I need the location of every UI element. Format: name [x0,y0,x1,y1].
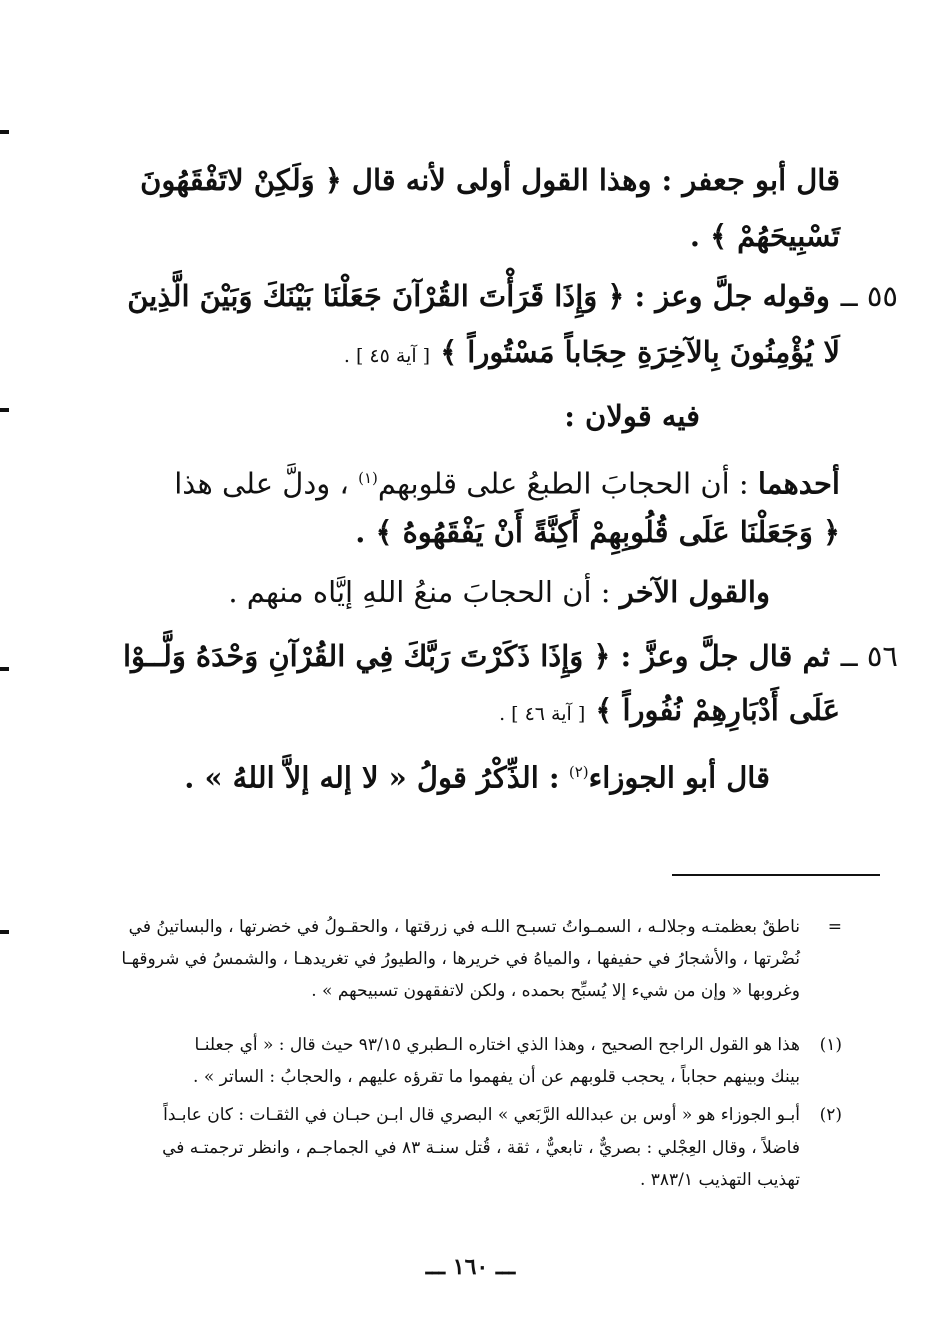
first-view-line [174,456,840,506]
footnote-separator [672,874,880,876]
verse-56-line [123,634,898,678]
section-heading: فيه قولان : [564,399,700,433]
verse-text: ثم قال جلَّ وعزَّ : ﴿ وَإِذَا ذَكَرْتَ رَبَّكَ فِي القُرْآنِ وَحْدَهُ وَلَّــوْا [122,639,830,673]
footnote-line: نُضْرتها ، والأشجارُ في حفيفها ، والمياهُ في خريرها ، والطيورُ في تغريدهـا ، والشمسُ في شروقهـا [121,949,800,969]
footnote-2-mark: (٢) [819,1105,842,1125]
footnote-line: فاضلاً ، وقال العِجْلي : بصريٌّ ، تابعيٌّ ، ثقة ، قُتل سنـة ٨٣ في الجماجـم ، وانظر ترجمتـه في [162,1138,800,1158]
second-view-text: : أن الحجابَ منعُ اللهِ إيَّاه منهم . [228,575,611,609]
verse-text: وقوله جلَّ وعز : ﴿ وَإِذَا قَرَأْتَ القُرْآنَ جَعَلْنَا بَيْنَكَ وَبَيْنَ الَّذِينَ [127,279,830,313]
abu-jawza-text: : الذِّكْرُ قولُ « لا إله إلاَّ اللهُ » . [184,760,560,795]
edge-mark [0,408,9,412]
footnote-1-mark: (١) [819,1035,842,1055]
verse-55-line [344,330,840,378]
verse-reference: [ آية ٤٦ ] . [499,703,586,725]
footnote-line: بينك وبينهم حجاباً ، يحجب قلوبهم عن أن يفهموا ما تقرؤه عليهم ، والحجابُ : الساتر » . [193,1067,800,1087]
footnote-ref: (١) [358,469,378,487]
first-view-label: أحدهما [757,466,840,501]
abu-jawza-label: قال أبو الجوزاء [588,760,770,795]
edge-mark [0,130,9,134]
verse-text: لَا يُؤْمِنُونَ بِالآخِرَةِ حِجَاباً مَسْتُوراً ﴾ [440,335,840,369]
second-view-line [228,570,770,614]
first-view-text: : أن الحجابَ الطبعُ على قلوبهم [377,466,749,501]
footnote-line: ناطقٌ بعظمتـه وجلالـه ، السمـواتُ تسبـح اللـه في زرقتها ، والحقـولُ في خضرتها ، والبساتينُ في [128,917,800,937]
edge-mark [0,667,9,671]
verse-55-line [127,274,898,318]
footnote-line: أبـو الجوزاء هو « أوس بن عبدالله الرَّبَعي » البصري قال ابـن حبـان في الثقـات : كان عابـداً [163,1105,800,1125]
first-view-tail: ، ودلَّ على هذا [174,466,349,501]
footnote-line: هذا هو القول الراجح الصحيح ، وهذا الذي اختاره الـطبري ٩٣/١٥ حيث قال : « أي جعلنـا [194,1035,800,1055]
paragraph-line: تَسْبِيحَهُمْ ﴾ . [689,219,840,253]
verse-number: ٥٦ ــ [840,639,898,673]
footnote-ref: (٢) [568,763,589,781]
verse-56-line [499,688,840,736]
verse-reference: [ آية ٤٥ ] . [343,345,431,367]
verse-text: عَلَى أَدْبَارِهِمْ نُفُوراً ﴾ [595,693,840,727]
page-number: ـــ ١٦٠ ـــ [425,1254,516,1280]
footnote-line: تهذيب التهذيب ٣٨٣/١ . [639,1170,800,1190]
second-view-label: والقول الآخر [619,575,770,609]
abu-jawza-line [184,750,770,800]
paragraph-line: قال أبو جعفر : وهذا القول أولى لأنه قال ﴿ وَلَكِنْ لاتَفْقَهُونَ [140,163,840,197]
quran-quote: ﴿ وَجَعَلْنَا عَلَى قُلُوبِهِمْ أَكِنَّةً أَنْ يَفْقَهُوهُ ﴾ . [355,515,840,549]
footnote-line: وغروبها « وإن من شيء إلا يُسبِّح بحمده ، ولكن لاتفقهون تسبيحهم » . [311,981,800,1001]
footnote-continuation-mark: = [827,917,842,937]
verse-number: ٥٥ ــ [840,279,898,313]
edge-mark [0,930,9,934]
